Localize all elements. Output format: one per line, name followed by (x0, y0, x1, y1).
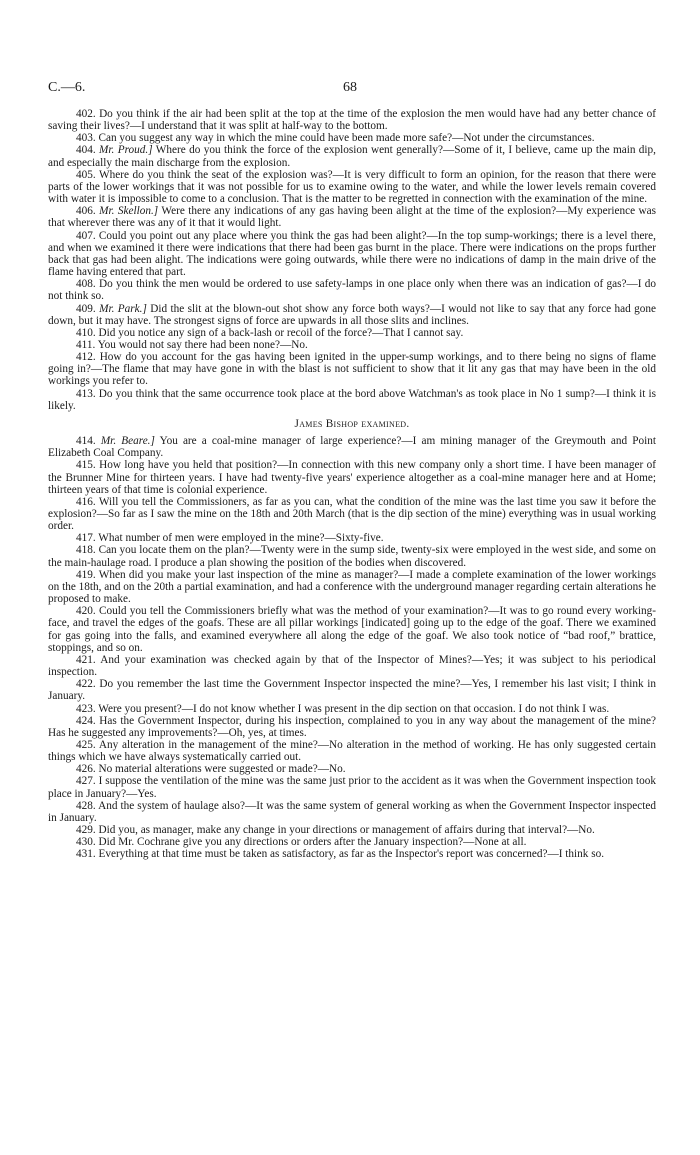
question-number: 412. (76, 351, 96, 364)
question-number: 413. (76, 387, 96, 400)
question-number: 427. (76, 775, 96, 788)
question-number: 428. (76, 799, 96, 812)
question-answer-text: How long have you held that position?—In connection with this new company only a short time. I have been manager of the Brunner Mine for thirteen years. I have had twenty-five years' experience altogether as a coal-mine manager here and at Home; thirteen years of that time is colonial experience. (48, 459, 657, 496)
question-answer-text: Did the slit at the blown-out shot show any force both ways?—I would not like to say that any force had gone down, but it may have. The strongest signs of force are upwards in all those slits and inclines. (48, 302, 657, 327)
question-answer-text: What number of men were employed in the mine?—Sixty-five. (98, 532, 384, 545)
question-answer-text: Any alteration in the management of the mine?—No alteration in the method of working. He has only suggested certain things which we have always systematically carried out. (48, 738, 656, 764)
testimony-paragraph (48, 303, 656, 327)
speaker-name: Mr. Park.] (99, 302, 147, 315)
testimony-paragraph (48, 569, 656, 605)
testimony-paragraph (48, 605, 656, 654)
speaker-name: Mr. Proud.] (99, 144, 153, 157)
question-answer-text: You would not say there had been none?—No. (97, 338, 308, 351)
testimony-paragraph (48, 459, 656, 495)
question-number: 418. (76, 544, 96, 557)
question-answer-text: Did you notice any sign of a back-lash or recoil of the force?—That I cannot say. (98, 326, 464, 339)
question-number: 423. (76, 702, 96, 715)
testimony-paragraph (48, 654, 656, 678)
question-answer-text: Where do you think the force of the explosion went generally?—Some of it, I believe, came up the main dip, and especially the main discharge from the explosion. (48, 144, 656, 169)
question-answer-text: Everything at that time must be taken as satisfactory, as far as the Inspector's report was concerned?—I think so. (98, 848, 605, 861)
testimony-paragraph (48, 169, 656, 205)
testimony-paragraph (48, 205, 656, 229)
question-answer-text: You are a coal-mine manager of large experience?—I am mining manager of the Greymouth and Point Elizabeth Coal Company. (48, 435, 656, 460)
question-number: 402. (76, 108, 96, 120)
document-code: C.—6. (48, 80, 86, 95)
question-answer-text: Do you remember the last time the Government Inspector inspected the mine?—Yes, I remember his last visit; I think in January. (48, 678, 657, 703)
testimony-block-2 (48, 435, 656, 860)
question-answer-text: And your examination was checked again by that of the Inspector of Mines?—Yes; it was subject to his periodical inspection. (48, 653, 656, 679)
question-number: 426. (76, 763, 96, 776)
question-number: 429. (76, 824, 96, 837)
question-answer-text: I suppose the ventilation of the mine was the same just prior to the accident as it was when the Government inspection took place in January?—Yes. (48, 775, 656, 800)
question-number: 405. (76, 168, 96, 181)
question-number: 421. (76, 653, 96, 666)
testimony-paragraph (48, 230, 656, 279)
question-number: 424. (76, 714, 96, 727)
question-answer-text: Has the Government Inspector, during his inspection, complained to you in any way about the management of the mine? Has he suggested any improvements?—Oh, yes, at times. (48, 714, 656, 739)
question-answer-text: Where do you think the seat of the explosion was?—It is very difficult to form an opinion, for the reason that there were parts of the lower workings that it was not possible for us to examine owing to the water, and while the lower levels remain covered with water it is impossible to come to a conclusion. That is the matter to be regretted in connection with the examination of the mine. (48, 168, 656, 206)
testimony-paragraph (48, 703, 656, 715)
question-answer-text: Do you think if the air had been split at the top at the time of the explosion the men would have had any better chance of saving their lives?—I understand that it was split at half-way to the bottom. (48, 108, 656, 133)
question-number: 425. (76, 738, 96, 751)
question-answer-text: Were there any indications of any gas having been alight at the time of the explosion?—My experience was that wherever there was any of it that it would light. (48, 205, 657, 230)
question-answer-text: Will you tell the Commissioners, as far as you can, what the condition of the mine was the last time you saw it before the explosion?—So far as I saw the mine on the 18th and 20th March (that is the dip section of the mine) everything was in usual working order. (48, 495, 656, 533)
question-number: 407. (76, 229, 96, 242)
testimony-paragraph (48, 532, 656, 544)
question-number: 411. (76, 338, 96, 351)
question-number: 410. (76, 326, 96, 339)
question-answer-text: No material alterations were suggested or made?—No. (98, 763, 346, 776)
testimony-paragraph (48, 544, 656, 568)
question-answer-text: Could you tell the Commissioners briefly what was the method of your examination?—It was to go round every working-face, and travel the edges of the goafs. These are all pillar workings [indicated] going up to the edge of the goaf. There we examined for gas going into the falls, and examined everywhere all along the edge of the goaf. We also took notice of “bad roof,” brattice, stoppings, and so on. (48, 605, 656, 654)
testimony-paragraph (48, 739, 656, 763)
question-number: 420. (76, 605, 96, 618)
question-answer-text: Could you point out any place where you think the gas had been alight?—In the top sump-workings; there is a level there, and when we examined it there were indications that there had been gas burnt in the place. There were indications on the props further back that gas had been alight. The indications were going outwards, while there were no indications of damp in the main drive of the flame having entered that part. (48, 229, 656, 279)
testimony-block-1 (48, 108, 656, 412)
speaker-name: Mr. Beare.] (100, 435, 155, 448)
question-number: 431. (76, 848, 96, 861)
question-answer-text: Did you, as manager, make any change in your directions or management of affairs during that interval?—No. (98, 824, 595, 837)
question-number: 406. (76, 205, 96, 218)
testimony-paragraph (48, 327, 656, 339)
question-answer-text: Can you locate them on the plan?—Twenty were in the sump side, twenty-six were employed in the west side, and some on the main-haulage road. I produce a plan showing the position of the bodies when discovered. (48, 544, 657, 569)
testimony-paragraph (48, 763, 656, 775)
testimony-paragraph (48, 678, 656, 702)
testimony-paragraph (48, 824, 656, 836)
question-number: 414. (76, 435, 96, 448)
testimony-paragraph (48, 435, 656, 459)
question-number: 415. (76, 459, 96, 472)
question-number: 408. (76, 278, 96, 291)
question-answer-text: Did Mr. Cochrane give you any directions or orders after the January inspection?—None at all. (98, 836, 527, 849)
testimony-paragraph (48, 800, 656, 824)
question-answer-text: Do you think the men would be ordered to use safety-lamps in one place only when there was an indication of gas?—I do not think so. (48, 278, 657, 303)
testimony-paragraph (48, 108, 656, 132)
testimony-paragraph (48, 278, 656, 302)
question-answer-text: And the system of haulage also?—It was the same system of general working as when the Government Inspector inspected in January. (48, 799, 656, 824)
page-number: 68 (343, 80, 357, 95)
question-number: 430. (76, 836, 96, 849)
testimony-paragraph (48, 836, 656, 848)
testimony-paragraph (48, 496, 656, 532)
document-body (48, 108, 656, 861)
testimony-paragraph (48, 351, 656, 387)
testimony-paragraph (48, 388, 656, 412)
question-number: 404. (76, 144, 96, 157)
question-answer-text: How do you account for the gas having been ignited in the upper-sump workings, and to there being no signs of flame going in?—The flame that may have gone in with the blast is not sufficient to show that it lit any gas that may have been in the old workings you refer to. (48, 351, 657, 388)
testimony-paragraph (48, 144, 656, 168)
question-answer-text: Do you think that the same occurrence took place at the bord above Watchman's as took place in No 1 sump?—I think it is likely. (48, 387, 657, 412)
testimony-paragraph (48, 132, 656, 144)
testimony-paragraph (48, 339, 656, 351)
section-heading: James Bishop examined. (294, 417, 410, 430)
question-number: 416. (76, 495, 96, 508)
testimony-paragraph (48, 715, 656, 739)
question-number: 422. (76, 678, 96, 691)
question-answer-text: Can you suggest any way in which the mine could have been made more safe?—Not under the circumstances. (98, 132, 595, 145)
question-number: 403. (76, 132, 96, 145)
page-header (48, 80, 652, 102)
question-number: 417. (76, 532, 96, 545)
question-number: 419. (76, 568, 96, 581)
testimony-paragraph (48, 848, 656, 860)
question-answer-text: When did you make your last inspection of the mine as manager?—I made a complete examination of the lower workings on the 18th, and on the 20th a partial examination, and had a conference with the underground manager regarding certain alterations he proposed to make. (48, 568, 657, 606)
question-answer-text: Were you present?—I do not know whether I was present in the dip section on that occasion. I do not think I was. (98, 702, 610, 715)
speaker-name: Mr. Skellon.] (99, 205, 159, 218)
testimony-paragraph (48, 775, 656, 799)
question-number: 409. (76, 302, 96, 315)
